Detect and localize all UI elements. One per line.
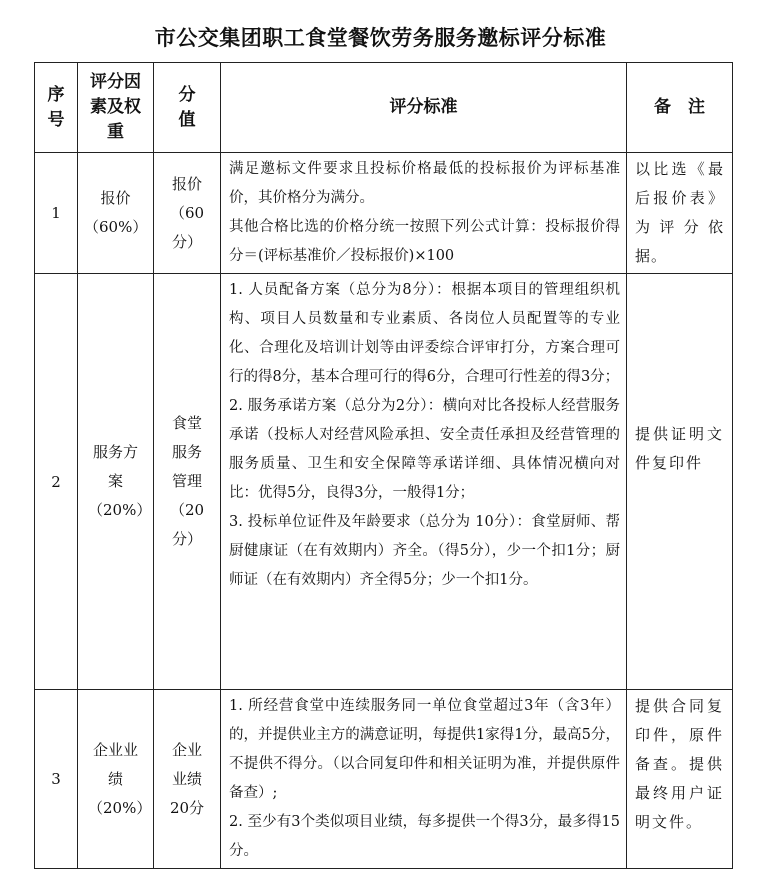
table-row (35, 690, 733, 869)
table-row (35, 153, 733, 274)
criteria-paragraph: 其他合格比选的价格分统一按照下列公式计算：投标报价得分＝(评标基准价／投标报价)×100 (229, 219, 620, 264)
row-score: 企业业绩20分 (154, 690, 221, 869)
criteria-paragraph: 2. 服务承诺方案（总分为2分）：横向对比各投标人经营服务承诺（投标人对经营风险承担、安全责任承担及经营管理的服务质量、卫生和安全保障等承诺详细、具体情况横向对比：优得5分，良得3分，一般得1分； (229, 398, 620, 501)
criteria-paragraph: 2. 至少有3个类似项目业绩，每多提供一个得3分，最多得15分。 (229, 814, 620, 859)
criteria-paragraph: 1. 所经营食堂中连续服务同一单位食堂超过3年（含3年）的，并提供业主方的满意证明，每提供1家得1分，最高5分，不提供不得分。（以合同复印件和相关证明为准，并提供原件备查）; (229, 698, 620, 801)
row-remark: 提供证明文件复印件 (627, 274, 733, 690)
header-remark: 备 注 (627, 63, 733, 153)
row-remark: 提供合同复印件，原件备查。提供最终用户证明文件。 (627, 690, 733, 869)
header-score: 分值 (154, 63, 221, 153)
table-row (35, 274, 733, 690)
criteria-paragraph: 1. 人员配备方案（总分为8分）：根据本项目的管理组织机构、项目人员数量和专业素质、各岗位人员配置等的专业化、合理化及培训计划等由评委综合评审打分，方案合理可行的得8分，基本合理可行的得6分，合理可行性差的得3分； (229, 282, 620, 385)
criteria-paragraph: 3. 投标单位证件及年龄要求（总分为 10分）：食堂厨师、帮厨健康证（在有效期内）齐全。（得5分），少一个扣1分；厨师证（在有效期内）齐全得5分；少一个扣1分。 (229, 514, 620, 588)
row-score: 报价（60分） (154, 153, 221, 274)
document-title: 市公交集团职工食堂餐饮劳务服务邀标评分标准 (154, 25, 607, 50)
row-factor: 报价（60%） (78, 153, 154, 274)
scoring-table (34, 62, 733, 869)
row-remark: 以比选《最后报价表》为评分依据。 (627, 153, 733, 274)
row-criteria (221, 153, 627, 274)
row-seq: 2 (35, 274, 78, 690)
header-seq: 序号 (35, 63, 78, 153)
row-criteria (221, 274, 627, 690)
row-seq: 3 (35, 690, 78, 869)
header-factor: 评分因素及权重 (78, 63, 154, 153)
criteria-paragraph: 满足邀标文件要求且投标价格最低的投标报价为评标基准价，其价格分为满分。 (229, 161, 620, 206)
row-seq: 1 (35, 153, 78, 274)
row-factor: 服务方案（20%） (78, 274, 154, 690)
header-criteria: 评分标准 (221, 63, 627, 153)
table-header-row (35, 63, 733, 153)
row-factor: 企业业绩（20%） (78, 690, 154, 869)
row-score: 食堂服务管理（20分） (154, 274, 221, 690)
row-criteria (221, 690, 627, 869)
